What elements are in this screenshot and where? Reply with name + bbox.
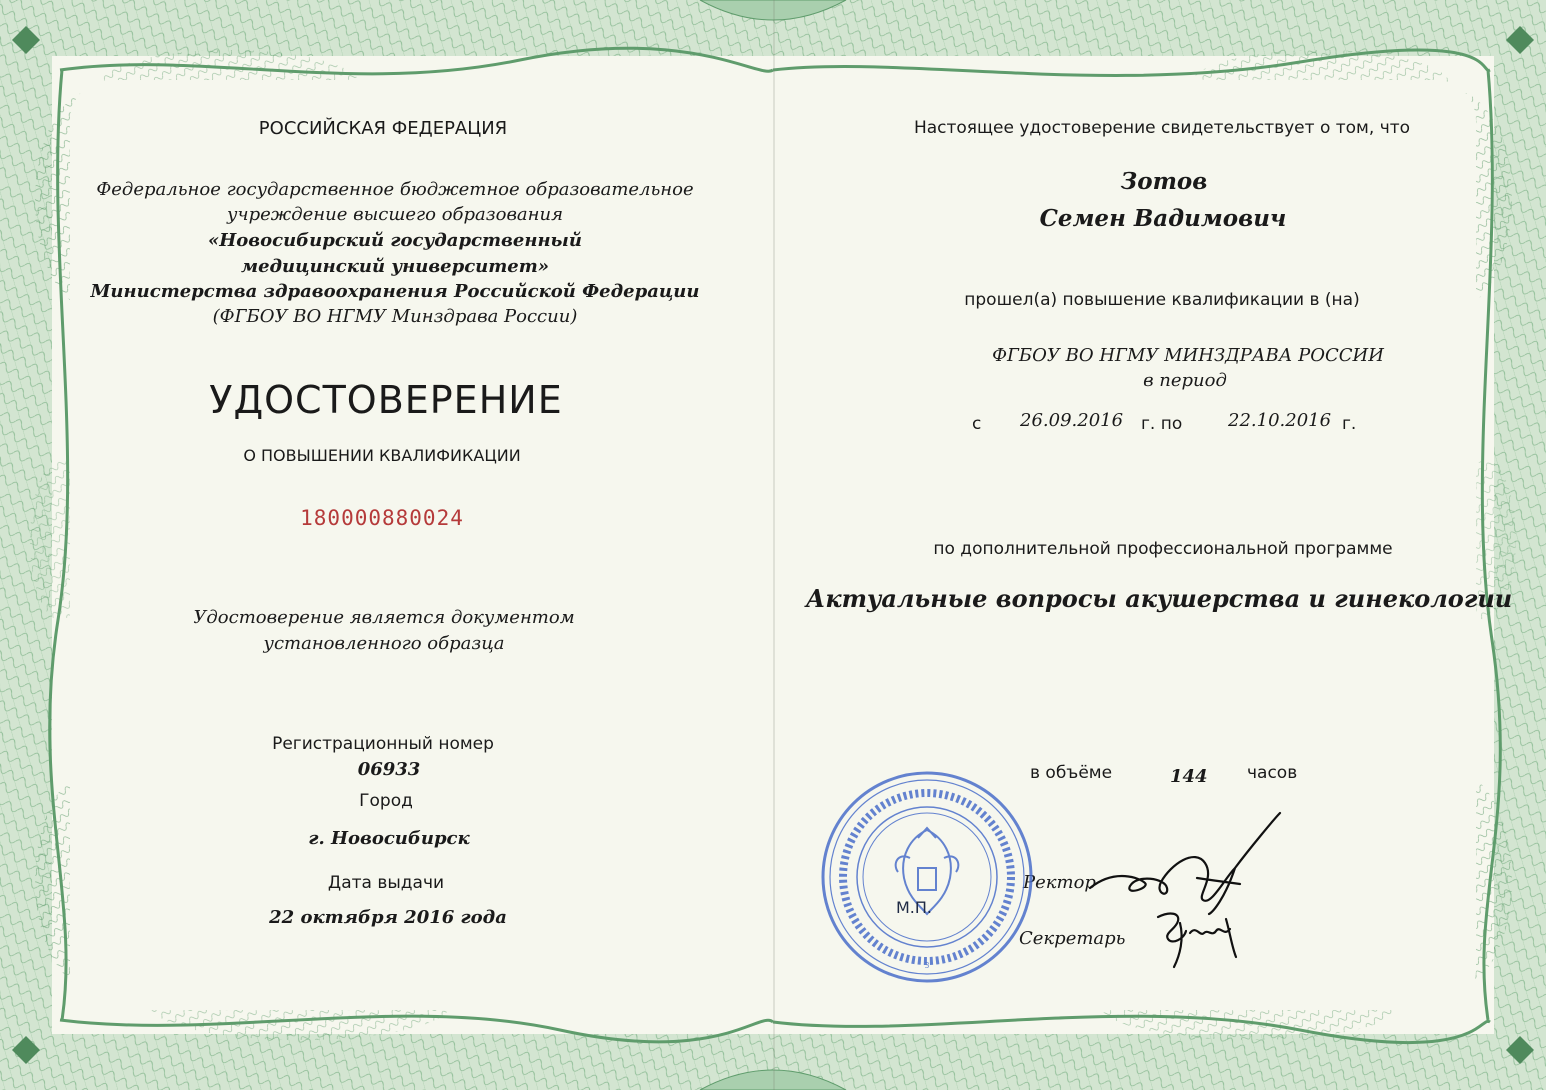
passed-line: прошел(а) повышение квалификации в (на)	[964, 290, 1360, 310]
document-title: УДОСТОВЕРЕНИЕ	[209, 378, 563, 422]
institution-line-2: учреждение высшего образования	[226, 204, 564, 225]
document-subtitle: О ПОВЫШЕНИИ КВАЛИФИКАЦИИ	[243, 446, 521, 465]
program-name: Актуальные вопросы акушерства и гинекологии	[805, 584, 1513, 613]
university-line-2: медицинский университет»	[240, 256, 550, 277]
program-label: по дополнительной профессиональной программе	[933, 539, 1393, 559]
registration-number: 06933	[357, 759, 421, 780]
svg-text:3: 3	[924, 961, 930, 970]
official-document-line-2: установленного образца	[263, 633, 505, 654]
registration-label: Регистрационный номер	[272, 734, 494, 754]
intro-line: Настоящее удостоверение свидетельствует о том, что	[913, 118, 1411, 138]
secretary-label: Секретарь	[1019, 928, 1126, 949]
rector-signature	[1085, 808, 1285, 918]
seal-label: М.П.	[896, 898, 933, 917]
organization-name: ФГБОУ ВО НГМУ МИНЗДРАВА РОССИИ	[992, 345, 1384, 366]
period-label: в период	[1143, 370, 1227, 391]
issue-date-label: Дата выдачи	[327, 873, 445, 893]
issue-date-value: 22 октября 2016 года	[269, 907, 507, 928]
official-document-line-1: Удостоверение является документом	[193, 607, 575, 628]
abbreviation-line: (ФГБОУ ВО НГМУ Минздрава России)	[212, 306, 578, 327]
from-date: 26.09.2016	[1020, 410, 1124, 431]
official-seal-stamp	[818, 768, 1036, 986]
to-date: 22.10.2016	[1228, 410, 1332, 431]
recipient-name: Семен Вадимович	[1039, 205, 1287, 232]
institution-line-1: Федеральное государственное бюджетное образовательное	[96, 179, 694, 200]
certificate-number: 180000880024	[300, 506, 464, 530]
from-label: с	[972, 414, 982, 434]
hours-value: 144	[1170, 766, 1208, 787]
hours-label: часов	[1247, 763, 1298, 783]
country-heading: РОССИЙСКАЯ ФЕДЕРАЦИЯ	[258, 118, 508, 139]
city-value: г. Новосибирск	[308, 828, 470, 849]
rector-label: Ректор	[1023, 872, 1096, 893]
to-label: г. по	[1141, 414, 1183, 434]
volume-label: в объёме	[1030, 763, 1113, 783]
ministry-line: Министерства здравоохранения Российской Федерации	[90, 281, 700, 302]
year-suffix: г.	[1342, 414, 1357, 434]
university-line-1: «Новосибирский государственный	[208, 230, 582, 251]
city-label: Город	[359, 791, 413, 811]
recipient-surname: Зотов	[1120, 168, 1208, 195]
secretary-signature	[1150, 903, 1245, 973]
